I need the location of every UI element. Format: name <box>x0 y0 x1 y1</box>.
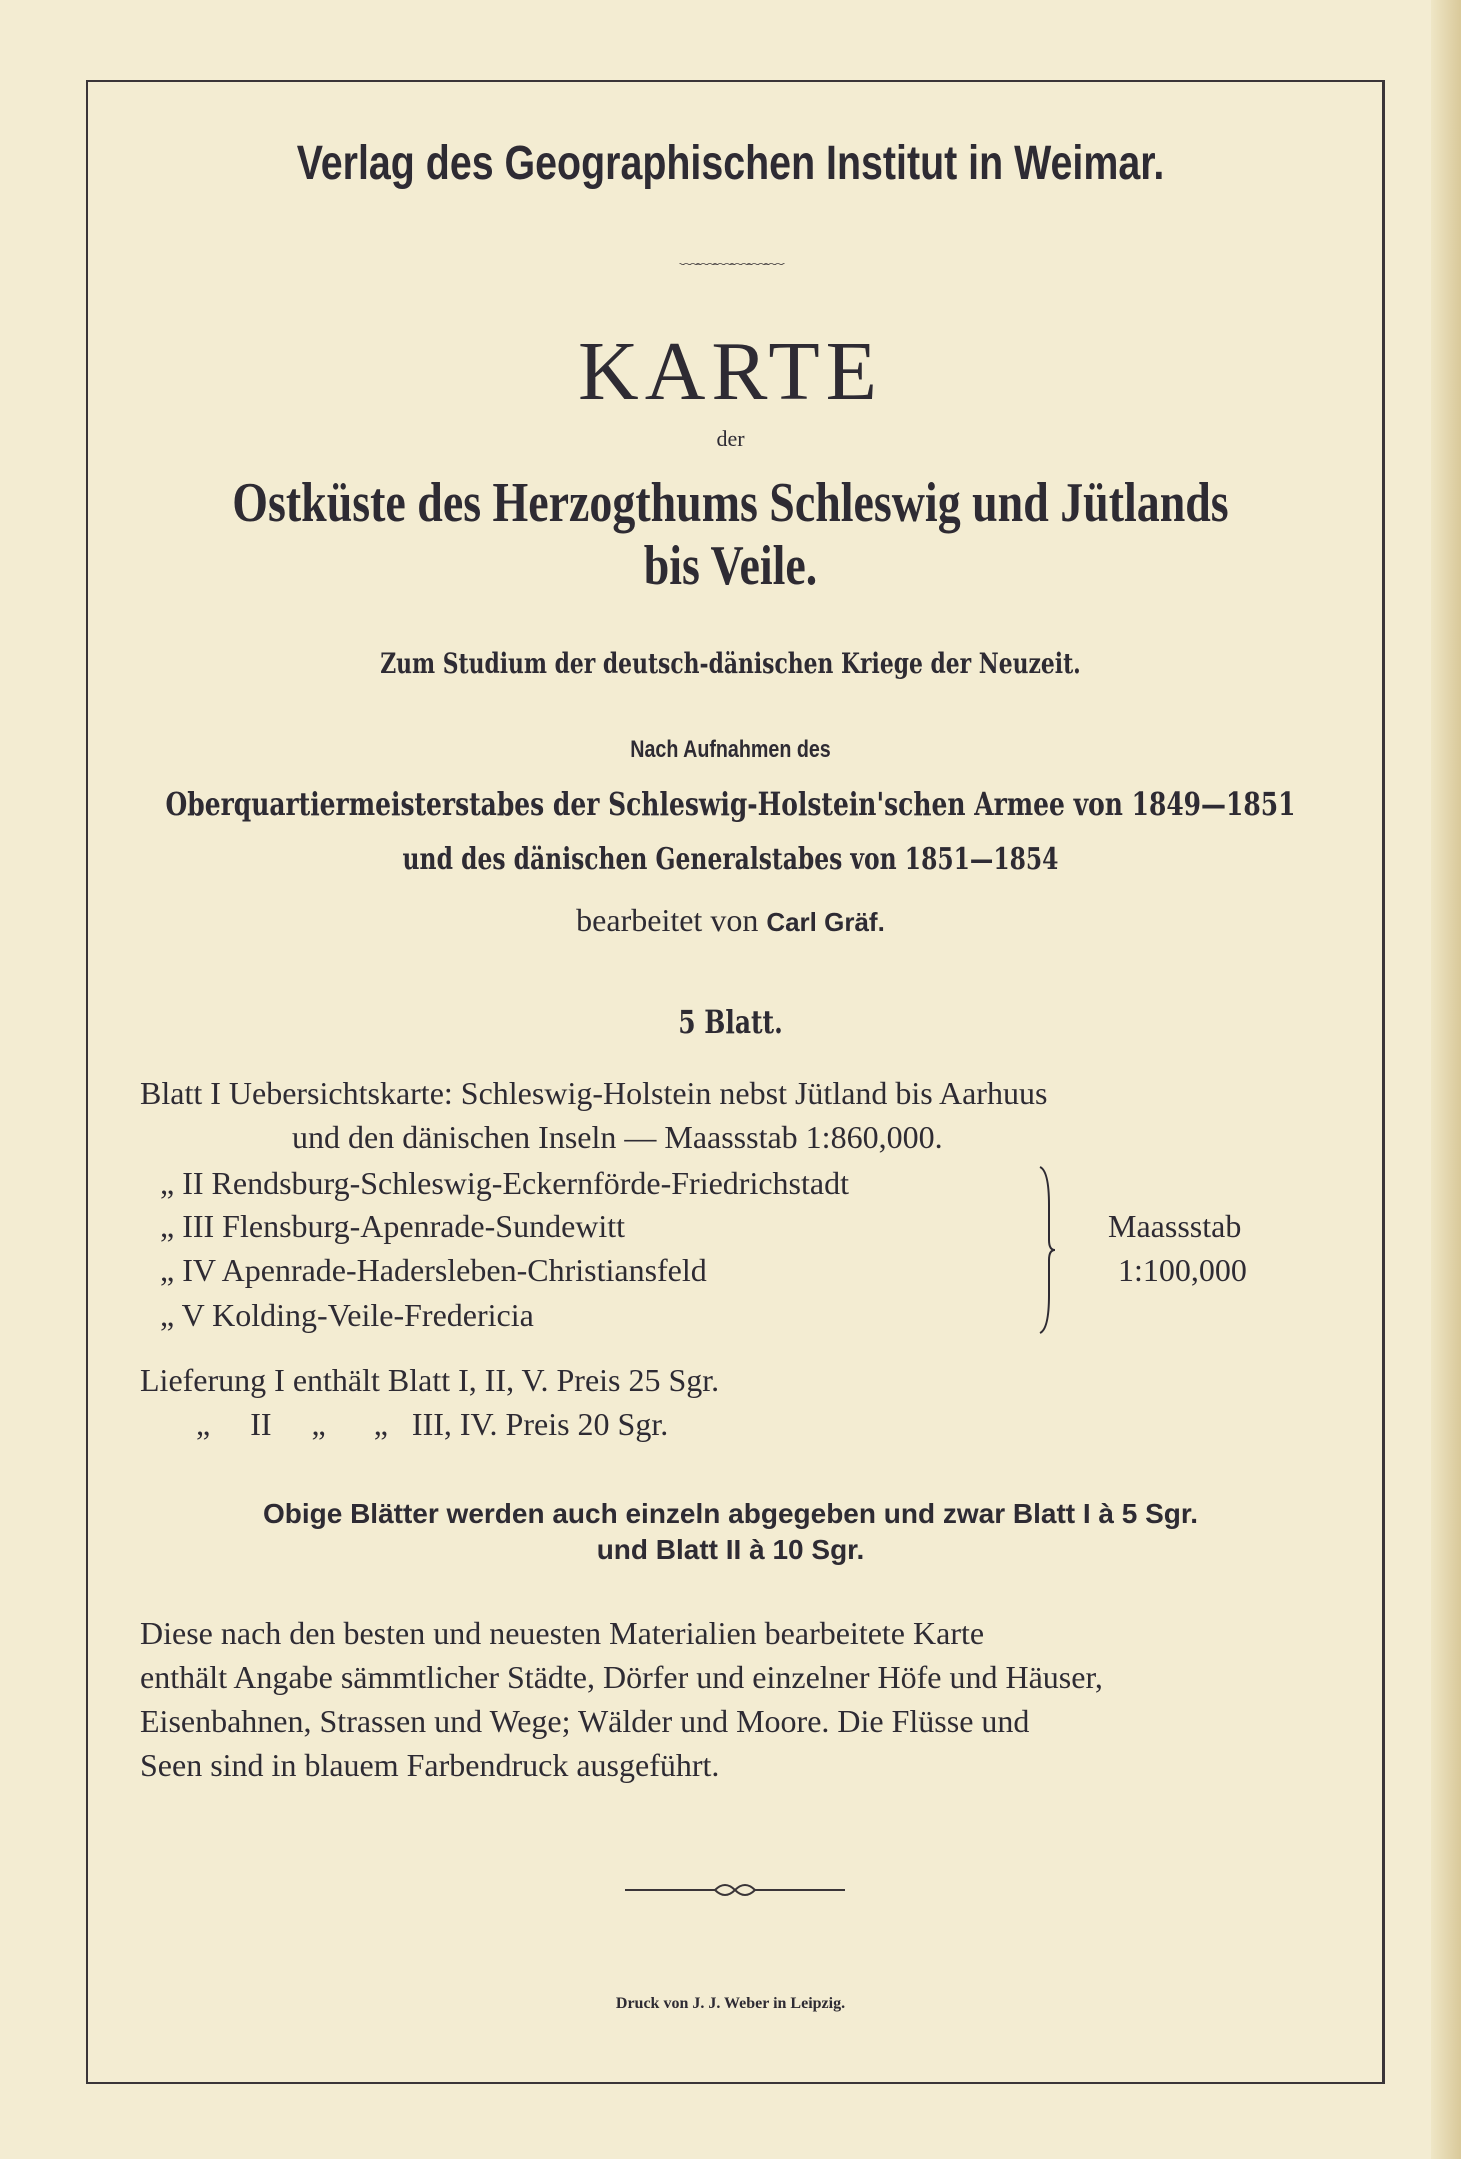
delivery-1: Lieferung I enthält Blatt I, II, V. Preis 25 Sgr. <box>140 1362 720 1398</box>
sheet-count: 5 Blatt. <box>678 1003 783 1041</box>
page-edge <box>1431 0 1461 2159</box>
sheet-3: „ III Flensburg-Apenrade-Sundewitt <box>160 1208 626 1244</box>
delivery-2: „ II „ „ III, IV. Preis 20 Sgr. <box>196 1406 669 1442</box>
author-line <box>0 904 1461 936</box>
scroll-ornament <box>620 1878 850 1902</box>
source-line-2: und des dänischen Generalstabes von 1851—1854 <box>402 842 1059 877</box>
source-line-1: Oberquartiermeisterstabes der Schleswig-Holstein'schen Armee von 1849—1851 <box>165 785 1296 823</box>
note-line-2: und Blatt II à 10 Sgr. <box>596 1534 865 1565</box>
author-name: Carl Gräf. <box>766 907 885 937</box>
brace-icon <box>1035 1165 1065 1335</box>
sheet-1-line-1: Blatt I Uebersichtskarte: Schleswig-Holstein nebst Jütland bis Aarhuus <box>140 1075 1048 1111</box>
sheet-4: „ IV Apenrade-Hadersleben-Christiansfeld <box>160 1252 707 1288</box>
subtitle-line-2: bis Veile. <box>643 535 818 597</box>
title-der: der <box>716 426 745 451</box>
sheet-5: „ V Kolding-Veile-Fredericia <box>160 1297 534 1333</box>
description-line: Eisenbahnen, Strassen und Wege; Wälder und Moore. Die Flüsse und <box>140 1703 1030 1739</box>
publisher-heading: Verlag des Geographischen Institut in Weimar. <box>296 137 1165 190</box>
page-title: KARTE <box>578 325 883 418</box>
scale-value: 1:100,000 <box>1118 1252 1247 1288</box>
author-prefix: bearbeitet von <box>576 902 759 938</box>
subtitle-line-1: Ostküste des Herzogthums Schleswig und Jütlands <box>232 472 1229 534</box>
description-line: Seen sind in blauem Farbendruck ausgeführt. <box>140 1747 720 1783</box>
purpose-line: Zum Studium der deutsch-dänischen Kriege der Neuzeit. <box>380 647 1081 680</box>
source-intro: Nach Aufnahmen des <box>630 736 831 763</box>
wave-ornament: ﹏﹏﹏﹏﹏﹏ <box>679 246 782 268</box>
description-line: Diese nach den besten und neuesten Materialien bearbeitete Karte <box>140 1615 985 1651</box>
sheet-2: „ II Rendsburg-Schleswig-Eckernförde-Friedrichstadt <box>160 1165 849 1201</box>
sheet-1-line-2: und den dänischen Inseln — Maassstab 1:860,000. <box>292 1119 943 1155</box>
printer-line: Druck von J. J. Weber in Leipzig. <box>615 1995 846 2012</box>
note-line-1: Obige Blätter werden auch einzeln abgegeben und zwar Blatt I à 5 Sgr. <box>262 1498 1199 1529</box>
description-line: enthält Angabe sämmtlicher Städte, Dörfer und einzelner Höfe und Häuser, <box>140 1659 1103 1695</box>
scale-label: Maassstab <box>1108 1208 1242 1244</box>
